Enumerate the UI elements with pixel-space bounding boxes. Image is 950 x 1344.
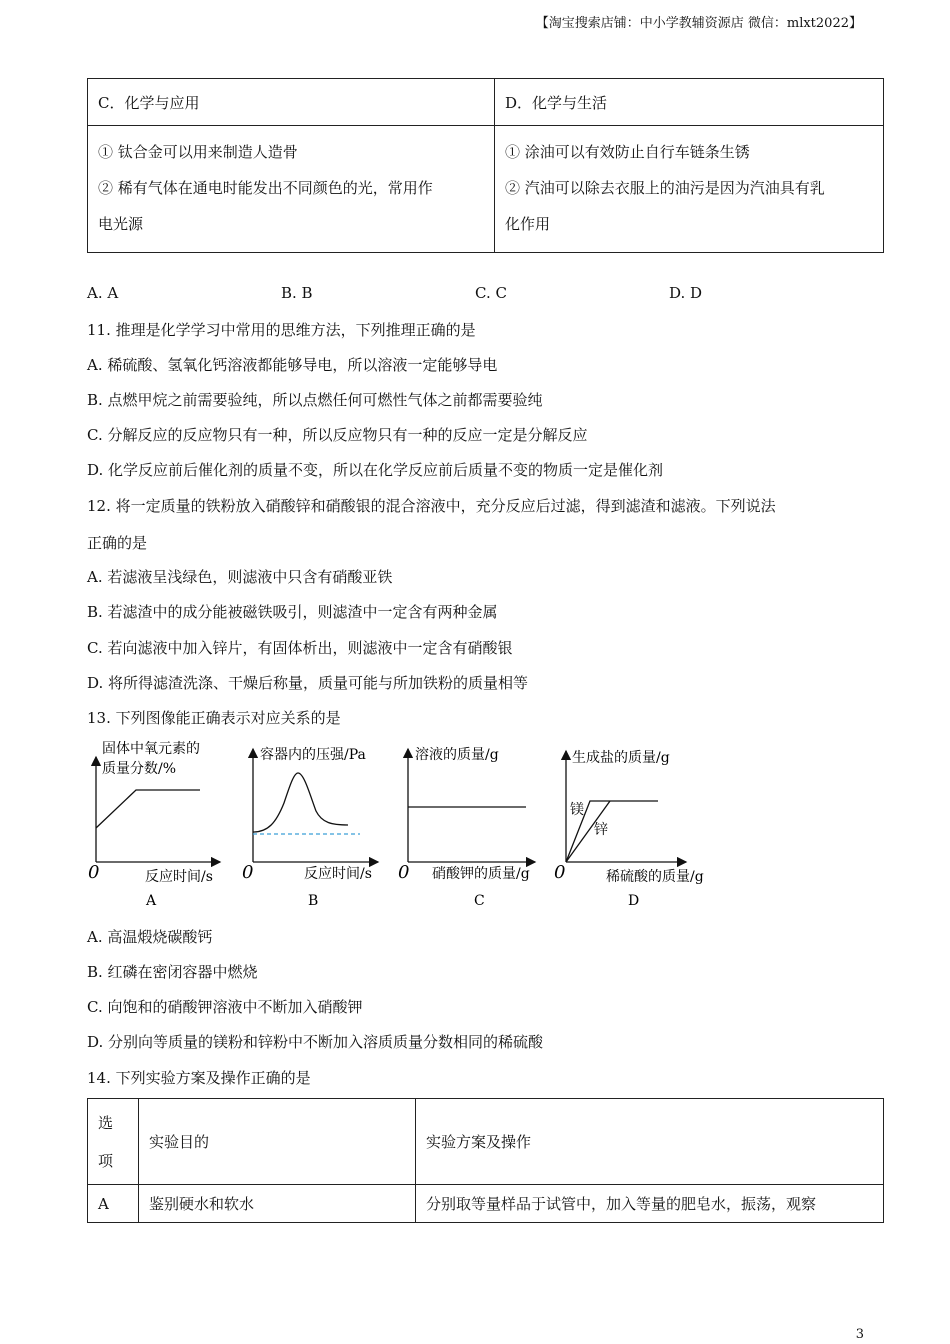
q10-option-b: B. B <box>281 284 313 302</box>
q14-head-plan: 实验方案及操作 <box>416 1099 884 1185</box>
q12-stem-cont: 正确的是 <box>87 534 148 552</box>
q12-option-b: B. 若滤渣中的成分能被磁铁吸引，则滤渣中一定含有两种金属 <box>87 603 498 621</box>
q13-stem: 13. 下列图像能正确表示对应关系的是 <box>87 709 341 727</box>
graph-b <box>242 746 378 909</box>
d-item: 化作用 <box>505 215 551 233</box>
graph-b-caption: B <box>308 893 319 909</box>
q13-option-c: C. 向饱和的硝酸钾溶液中不断加入硝酸钾 <box>87 998 363 1016</box>
graph-d-label-mg: 镁 <box>570 802 584 818</box>
graph-c-origin: 0 <box>398 862 410 883</box>
q13-option-d: D. 分别向等质量的镁粉和锌粉中不断加入溶质质量分数相同的稀硫酸 <box>87 1033 544 1051</box>
q13-option-a: A. 高温煅烧碳酸钙 <box>87 928 213 946</box>
graph-d-xlabel: 稀硫酸的质量/g <box>606 869 704 885</box>
q12-option-d: D. 将所得滤渣洗涤、干燥后称量，质量可能与所加铁粉的质量相等 <box>87 674 529 692</box>
q12-stem: 12. 将一定质量的铁粉放入硝酸锌和硝酸银的混合溶液中，充分反应后过滤，得到滤渣和滤液。下列说法 <box>87 497 776 515</box>
graph-d <box>554 749 704 909</box>
graph-b-curve <box>253 773 348 832</box>
q12-option-c: C. 若向滤液中加入锌片，有固体析出，则滤液中一定含有硝酸银 <box>87 639 513 657</box>
q14-row-plan: 分别取等量样品于试管中，加入等量的肥皂水，振荡，观察 <box>416 1185 884 1223</box>
graph-c-ylabel: 溶液的质量/g <box>415 747 499 763</box>
q14-head-option-2: 项 <box>98 1151 114 1170</box>
c-item: 电光源 <box>98 215 144 233</box>
options-table-cd <box>87 78 884 253</box>
graph-b-ylabel: 容器内的压强/Pa <box>260 747 366 763</box>
graph-a-ylabel-2: 质量分数/% <box>102 761 177 777</box>
page-number: 3 <box>855 1327 864 1342</box>
graph-d-origin: 0 <box>554 862 566 883</box>
graph-a <box>88 740 220 909</box>
q14-row-goal: 鉴别硬水和软水 <box>139 1185 416 1223</box>
d-item: ② 汽油可以除去衣服上的油污是因为汽油具有乳 <box>505 179 825 197</box>
q13-graphs <box>80 735 740 915</box>
graph-c <box>398 746 535 909</box>
graph-c-xlabel: 硝酸钾的质量/g <box>432 866 530 882</box>
q11-option-d: D. 化学反应前后催化剂的质量不变，所以在化学反应前后质量不变的物质一定是催化剂 <box>87 461 664 479</box>
graph-a-ylabel: 固体中氧元素的 <box>102 741 200 757</box>
q14-stem: 14. 下列实验方案及操作正确的是 <box>87 1069 311 1087</box>
table-cell-d-title: D．化学与生活 <box>495 79 884 126</box>
graph-a-caption: A <box>146 893 157 909</box>
q14-head-goal: 实验目的 <box>139 1099 416 1185</box>
graph-c-caption: C <box>474 893 485 909</box>
q11-option-b: B. 点燃甲烷之前需要验纯，所以点燃任何可燃性气体之前都需要验纯 <box>87 391 543 409</box>
graph-d-label-zn: 锌 <box>594 822 608 838</box>
page-header: 【淘宝搜索店铺：中小学教辅资源店 微信：mlxt2022】 <box>535 16 862 31</box>
q11-option-a: A. 稀硫酸、氢氧化钙溶液都能够导电，所以溶液一定能够导电 <box>87 356 498 374</box>
d-item: ① 涂油可以有效防止自行车链条生锈 <box>505 143 750 161</box>
q10-option-c: C. C <box>475 284 507 302</box>
q14-head-option-1: 选 <box>98 1113 114 1132</box>
q14-head-option <box>88 1099 139 1185</box>
graph-d-ylabel: 生成盐的质量/g <box>572 750 670 766</box>
q13-option-b: B. 红磷在密闭容器中燃烧 <box>87 963 258 981</box>
graph-a-curve <box>96 790 200 828</box>
q10-option-a: A. A <box>87 284 119 302</box>
q14-row-option: A <box>88 1185 139 1223</box>
q11-option-c: C. 分解反应的反应物只有一种，所以反应物只有一种的反应一定是分解反应 <box>87 426 588 444</box>
c-item: ② 稀有气体在通电时能发出不同颜色的光，常用作 <box>98 179 433 197</box>
q11-stem: 11. 推理是化学学习中常用的思维方法，下列推理正确的是 <box>87 321 476 339</box>
q12-option-a: A. 若滤液呈浅绿色，则滤液中只含有硝酸亚铁 <box>87 568 393 586</box>
q14-table <box>87 1098 884 1223</box>
table-cell-d-body <box>495 126 884 253</box>
graph-d-caption: D <box>628 893 640 909</box>
graph-a-xlabel: 反应时间/s <box>145 869 213 885</box>
c-item: ① 钛合金可以用来制造人造骨 <box>98 143 298 161</box>
table-cell-c-body <box>88 126 495 253</box>
table-row <box>88 1185 884 1223</box>
graph-b-xlabel: 反应时间/s <box>304 866 372 882</box>
table-cell-c-title: C．化学与应用 <box>88 79 495 126</box>
graph-b-origin: 0 <box>242 862 254 883</box>
graph-a-origin: 0 <box>88 862 100 883</box>
q10-option-d: D. D <box>669 284 703 302</box>
